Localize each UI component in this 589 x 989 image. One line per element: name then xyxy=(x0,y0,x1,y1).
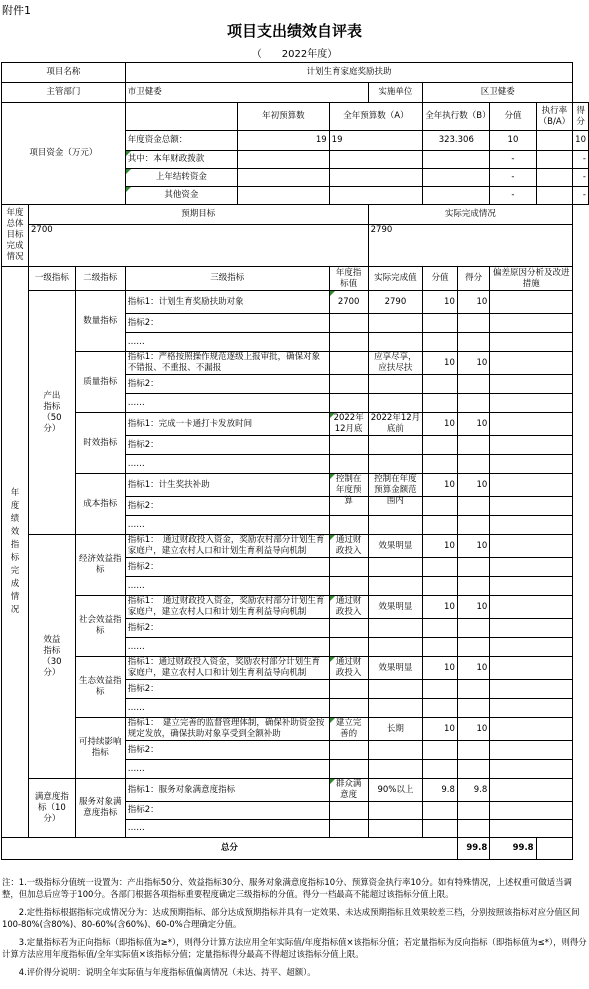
indicator-text-text: 指标2： xyxy=(127,378,159,389)
indicator-actual xyxy=(368,455,423,474)
indicator-text xyxy=(125,291,329,314)
header-score-val: 分值 xyxy=(423,267,458,291)
indicator-score-val xyxy=(423,699,458,718)
indicator-target xyxy=(329,516,368,535)
indicator-text-text: …… xyxy=(127,580,145,591)
indicator-score-val xyxy=(423,333,458,352)
indicator-text xyxy=(125,820,329,838)
project-name: 计划生育家庭奖励扶助 xyxy=(125,63,572,83)
indicator-actual xyxy=(368,718,423,741)
indicator-target xyxy=(329,291,368,314)
indicator-score: 10 xyxy=(457,352,489,375)
indicator-score-val: 10 xyxy=(423,596,458,619)
indicator-text xyxy=(125,577,329,596)
total-label: 总分 xyxy=(2,838,458,860)
indicator-reason xyxy=(490,680,573,699)
funds-row-score: - xyxy=(573,151,589,169)
funds-row-name: 年度资金总额： xyxy=(125,131,237,151)
indicator-target-text: 通过财政投入 xyxy=(335,596,362,617)
indicator-actual-text: 效果明显 xyxy=(378,601,413,612)
indicator-target xyxy=(329,820,368,838)
indicator-score-val xyxy=(423,394,458,413)
indicator-score xyxy=(457,741,489,760)
indicator-target xyxy=(329,558,368,577)
funds-row-score-val: - xyxy=(490,169,536,187)
funds-row-exec xyxy=(423,151,490,169)
indicator-text-text: 指标1：严格按照操作规范逐级上报审批，确保对象不错报、不重报、不漏报 xyxy=(127,352,321,373)
indicator-score-val: 10 xyxy=(423,474,458,497)
indicator-reason xyxy=(490,394,573,413)
funds-row-exec: 323.306 xyxy=(423,131,490,151)
indicator-actual xyxy=(368,516,423,535)
attachment-label: 附件1 xyxy=(2,4,31,17)
indicator-text xyxy=(125,779,329,802)
indicator-score-val xyxy=(423,680,458,699)
funds-row-full xyxy=(329,151,423,169)
indicator-text xyxy=(125,657,329,680)
indicator-score xyxy=(457,820,489,838)
self-evaluation-table xyxy=(1,62,589,860)
indicator-target xyxy=(329,455,368,474)
header-level1: 一级指标 xyxy=(29,267,76,291)
performance-label xyxy=(2,267,29,838)
indicator-target xyxy=(329,394,368,413)
indicator-reason xyxy=(490,577,573,596)
funds-row-init: 19 xyxy=(238,131,330,151)
indicator-text xyxy=(125,516,329,535)
output-group-name: 数量指标 xyxy=(75,291,125,352)
indicator-target xyxy=(329,413,368,436)
indicator-score xyxy=(457,558,489,577)
output-group-name: 质量指标 xyxy=(75,352,125,413)
indicator-score-val xyxy=(423,558,458,577)
indicator-score xyxy=(457,497,489,516)
indicator-reason xyxy=(490,558,573,577)
indicator-score-val xyxy=(423,638,458,657)
indicator-actual-text: 2022年12月底前 xyxy=(370,413,421,434)
indicator-reason xyxy=(490,535,573,558)
indicator-score xyxy=(457,436,489,455)
indicator-score-val xyxy=(423,741,458,760)
indicator-target xyxy=(329,352,368,375)
indicator-actual xyxy=(368,699,423,718)
indicator-score xyxy=(457,455,489,474)
indicator-score-val xyxy=(423,577,458,596)
indicator-target xyxy=(329,657,368,680)
indicator-text-text: 指标1：通过财政投入资金，奖励农村部分计划生育家庭户，建立农村人口和计划生育利益导向机制 xyxy=(127,657,321,678)
indicator-text-text: 指标2： xyxy=(127,683,159,694)
indicator-score xyxy=(457,760,489,779)
satisfaction-level1-text: 满意度指标（10分） xyxy=(34,791,69,824)
indicator-score xyxy=(457,394,489,413)
total-score-val: 99.8 xyxy=(457,838,489,860)
funds-row-rate xyxy=(536,131,573,151)
funds-row-name: 其他资金 xyxy=(125,187,237,205)
indicator-text-text: …… xyxy=(127,641,145,652)
output-group-name: 成本指标 xyxy=(75,474,125,535)
indicator-score xyxy=(457,375,489,394)
indicator-actual xyxy=(368,596,423,619)
indicator-target-text: 2700 xyxy=(337,296,360,307)
indicator-text-text: …… xyxy=(127,397,145,408)
indicator-actual xyxy=(368,375,423,394)
indicator-actual xyxy=(368,558,423,577)
indicator-actual-text: 控制在年度预算金额范围内 xyxy=(374,474,417,506)
effect-level1-text: 效益指标（30分） xyxy=(42,634,62,678)
impl-value: 区卫健委 xyxy=(423,83,573,103)
effect-group-name: 社会效益指标 xyxy=(75,596,125,657)
indicator-text-text: 指标1：计划生育奖励扶助对象 xyxy=(127,296,244,307)
indicator-reason xyxy=(490,314,573,333)
output-level1-text: 产出指标（50分） xyxy=(42,390,62,434)
indicator-target xyxy=(329,638,368,657)
indicator-text xyxy=(125,375,329,394)
indicator-score: 9.8 xyxy=(457,779,489,802)
funds-row-name: 上年结转资金 xyxy=(125,169,237,187)
indicator-reason xyxy=(490,333,573,352)
goals-label-text: 年度总体目标完成情况 xyxy=(6,208,24,262)
indicator-actual xyxy=(368,820,423,838)
indicator-reason xyxy=(490,516,573,535)
indicator-target xyxy=(329,760,368,779)
indicator-score-val: 10 xyxy=(423,657,458,680)
indicator-text-text: …… xyxy=(127,763,145,774)
indicator-reason xyxy=(490,802,573,820)
indicator-actual xyxy=(368,638,423,657)
indicator-target-text: 群众满意度 xyxy=(335,779,362,800)
indicator-score: 10 xyxy=(457,596,489,619)
indicator-target xyxy=(329,596,368,619)
indicator-target-text: 通过财政投入 xyxy=(335,657,362,678)
indicator-reason xyxy=(490,413,573,436)
header-target: 年度指标值 xyxy=(329,267,368,291)
indicator-actual xyxy=(368,741,423,760)
indicator-actual xyxy=(368,802,423,820)
indicator-text-text: 指标2： xyxy=(127,805,159,815)
indicator-actual xyxy=(368,352,423,375)
funds-header-rate: 执行率（B/A） xyxy=(536,103,573,131)
indicator-reason xyxy=(490,436,573,455)
actual-goal: 2790 xyxy=(368,225,573,267)
indicator-text-text: 指标2： xyxy=(127,500,159,511)
funds-label: 项目资金（万元） xyxy=(2,103,126,205)
indicator-reason xyxy=(490,820,573,838)
indicator-reason xyxy=(490,638,573,657)
indicator-actual-text: 应享尽享，应扶尽扶 xyxy=(374,352,417,373)
effect-level1-label xyxy=(29,535,76,779)
indicator-text xyxy=(125,436,329,455)
indicator-text-text: 指标2： xyxy=(127,317,159,328)
expected-goal-header: 预期目标 xyxy=(29,205,369,225)
indicator-target xyxy=(329,577,368,596)
indicator-text xyxy=(125,760,329,779)
indicator-reason xyxy=(490,474,573,497)
indicator-score-val: 10 xyxy=(423,352,458,375)
indicator-score-val xyxy=(423,516,458,535)
output-level1-label xyxy=(29,291,76,535)
indicator-reason xyxy=(490,619,573,638)
total-score: 99.8 xyxy=(490,838,536,860)
indicator-reason xyxy=(490,779,573,802)
funds-header-score: 得分 xyxy=(573,103,589,131)
indicator-score-val: 9.8 xyxy=(423,779,458,802)
indicator-text-text: 指标2： xyxy=(127,744,159,755)
project-name-label: 项目名称 xyxy=(2,63,126,83)
indicator-text xyxy=(125,558,329,577)
funds-header-full: 全年预算数（A） xyxy=(329,103,423,131)
indicator-target xyxy=(329,314,368,333)
funds-row-name: 其中：本年财政拨款 xyxy=(125,151,237,169)
satisfaction-group-name: 服务对象满意度指标 xyxy=(75,779,125,838)
indicator-target xyxy=(329,802,368,820)
effect-group-name: 可持续影响指标 xyxy=(75,718,125,779)
indicator-score xyxy=(457,680,489,699)
indicator-text-text: 指标1：完成一卡通打卡发放时间 xyxy=(127,418,253,429)
funds-row-score: - xyxy=(573,187,589,205)
indicator-actual xyxy=(368,291,423,314)
indicator-actual xyxy=(368,657,423,680)
funds-row-rate xyxy=(536,187,573,205)
year-line: （ 2022年度） xyxy=(251,49,338,60)
indicator-score: 10 xyxy=(457,657,489,680)
indicator-text xyxy=(125,535,329,558)
indicator-target xyxy=(329,779,368,802)
header-reason: 偏差原因分析及改进措施 xyxy=(490,267,573,291)
funds-row-init xyxy=(238,169,330,187)
indicator-actual-text: 效果明显 xyxy=(378,662,413,673)
indicator-text-text: 指标1：服务对象满意度指标 xyxy=(127,784,236,795)
indicator-actual-text: 2790 xyxy=(384,296,407,307)
indicator-actual xyxy=(368,760,423,779)
indicator-target-text: 2022年12月底 xyxy=(333,413,364,434)
funds-row-full xyxy=(329,187,423,205)
impl-label: 实施单位 xyxy=(368,83,423,103)
indicator-target xyxy=(329,699,368,718)
indicator-score xyxy=(457,333,489,352)
funds-row-full: 19 xyxy=(329,131,423,151)
indicator-score xyxy=(457,314,489,333)
indicator-reason xyxy=(490,455,573,474)
indicator-actual xyxy=(368,474,423,506)
indicator-text xyxy=(125,619,329,638)
indicator-text-text: 指标1： 建立完善的监督管理体制，确保补助资金按规定发放，确保扶助对象享受到全额补助 xyxy=(127,718,325,739)
indicator-score-val xyxy=(423,802,458,820)
funds-row-score-val: 10 xyxy=(490,131,536,151)
indicator-text-text: 指标2： xyxy=(127,622,159,633)
indicator-actual xyxy=(368,314,423,333)
indicator-text-text: …… xyxy=(127,336,145,347)
indicator-score-val xyxy=(423,497,458,516)
indicator-text xyxy=(125,314,329,333)
indicator-target xyxy=(329,680,368,699)
indicator-score xyxy=(457,619,489,638)
indicator-text-text: …… xyxy=(127,823,145,833)
indicator-reason xyxy=(490,291,573,314)
indicator-text xyxy=(125,333,329,352)
header-level2: 二级指标 xyxy=(75,267,125,291)
indicator-text-text: 指标2： xyxy=(127,561,159,572)
note-2: 2.定性指标根据指标完成情况分为：达成预期指标、部分达成预期指标并具有一定效果、未达成预期指标且效果较差三档，分别按照该指标对应分值区间100-80%(含80%)、80-60%(含60%)、60-0%合理确定分值。 xyxy=(2,907,580,929)
expected-goal: 2700 xyxy=(29,225,369,267)
indicator-reason xyxy=(490,596,573,619)
indicator-text-text: 指标1： 通过财政投入资金，奖励农村部分计划生育家庭户，建立农村人口和计划生育利益导向机制 xyxy=(127,535,325,556)
indicator-target xyxy=(329,619,368,638)
indicator-text xyxy=(125,802,329,820)
funds-row-rate xyxy=(536,151,573,169)
funds-row-full xyxy=(329,169,423,187)
funds-header-init: 年初预算数 xyxy=(238,103,330,131)
note-1: 注：1.一级指标分值统一设置为：产出指标50分、效益指标30分、服务对象满意度指标10分、预算资金执行率10分。如有特殊情况，上述权重可做适当调整，但加总后应等于100分。各部门根据各项指标重要程度确定三级指标的分值。得分一档最高不能超过该指标分值上限。 xyxy=(2,877,572,899)
indicator-target xyxy=(329,718,368,741)
indicator-text-text: …… xyxy=(127,702,145,713)
note-4: 4.评价得分说明：说明全年实际值与年度指标值偏离情况（未达、持平、超额）。 xyxy=(2,967,316,977)
indicator-target xyxy=(329,436,368,455)
funds-header-blank xyxy=(125,103,237,131)
indicator-target-text: 建立完善的 xyxy=(335,718,362,739)
indicator-score-val xyxy=(423,375,458,394)
indicator-text xyxy=(125,497,329,516)
indicator-actual xyxy=(368,577,423,596)
indicator-target xyxy=(329,535,368,558)
indicator-text xyxy=(125,699,329,718)
indicator-score-val xyxy=(423,455,458,474)
indicator-target xyxy=(329,741,368,760)
effect-group-name: 经济效益指标 xyxy=(75,535,125,596)
funds-row-score-val: - xyxy=(490,151,536,169)
effect-group-name: 生态效益指标 xyxy=(75,657,125,718)
actual-goal-header: 实际完成情况 xyxy=(368,205,573,225)
indicator-actual-text: 效果明显 xyxy=(378,540,413,551)
indicator-text xyxy=(125,474,329,497)
indicator-score: 10 xyxy=(457,535,489,558)
indicator-actual xyxy=(368,779,423,802)
indicator-text xyxy=(125,413,329,436)
funds-row-rate xyxy=(536,169,573,187)
indicator-text xyxy=(125,394,329,413)
output-group-name: 时效指标 xyxy=(75,413,125,474)
indicator-score-val xyxy=(423,436,458,455)
indicator-target xyxy=(329,375,368,394)
indicator-score-val: 10 xyxy=(423,413,458,436)
indicator-reason xyxy=(490,375,573,394)
indicator-reason xyxy=(490,699,573,718)
page-title: 项目支出绩效自评表 xyxy=(226,22,362,40)
funds-row-init xyxy=(238,151,330,169)
dept-value: 市卫健委 xyxy=(125,83,368,103)
indicator-text xyxy=(125,718,329,741)
indicator-actual xyxy=(368,619,423,638)
performance-label-text: 年度绩效指标完成情况 xyxy=(10,488,20,615)
dept-label: 主管部门 xyxy=(2,83,126,103)
indicator-score: 10 xyxy=(457,291,489,314)
indicator-score xyxy=(457,699,489,718)
funds-row-score: - xyxy=(573,169,589,187)
indicator-score-val xyxy=(423,760,458,779)
indicator-reason xyxy=(490,497,573,516)
indicator-score: 10 xyxy=(457,718,489,741)
indicator-score-val xyxy=(423,619,458,638)
funds-row-init xyxy=(238,187,330,205)
indicator-reason xyxy=(490,657,573,680)
indicator-score-val: 10 xyxy=(423,718,458,741)
indicator-target xyxy=(329,474,368,506)
indicator-score-val: 10 xyxy=(423,535,458,558)
indicator-reason xyxy=(490,741,573,760)
header-actual: 实际完成值 xyxy=(368,267,423,291)
indicator-actual-text: 长期 xyxy=(386,723,404,734)
indicator-text xyxy=(125,352,329,375)
funds-header-exec: 全年执行数（B） xyxy=(423,103,490,131)
funds-row-exec xyxy=(423,169,490,187)
indicator-actual-text: 90%以上 xyxy=(377,784,414,795)
indicator-score xyxy=(457,802,489,820)
indicator-text-text: …… xyxy=(127,519,145,530)
indicator-score xyxy=(457,516,489,535)
notes-section xyxy=(2,876,587,984)
header-score: 得分 xyxy=(457,267,489,291)
indicator-text-text: 指标2： xyxy=(127,439,159,450)
indicator-score-val xyxy=(423,820,458,838)
indicator-score xyxy=(457,638,489,657)
indicator-score: 10 xyxy=(457,474,489,497)
indicator-text-text: 指标1：计生奖扶补助 xyxy=(127,479,210,490)
indicator-score xyxy=(457,577,489,596)
indicator-target xyxy=(329,333,368,352)
indicator-actual xyxy=(368,394,423,413)
funds-row-score-val: - xyxy=(490,187,536,205)
indicator-actual xyxy=(368,413,423,436)
indicator-reason xyxy=(490,718,573,741)
indicator-actual xyxy=(368,680,423,699)
indicator-reason xyxy=(490,352,573,375)
indicator-text xyxy=(125,680,329,699)
funds-row-exec xyxy=(423,187,490,205)
indicator-text xyxy=(125,741,329,760)
indicator-text-text: 指标1： 通过财政投入资金，奖励农村部分计划生育家庭户，建立农村人口和计划生育利益导向机制 xyxy=(127,596,325,617)
total-blank xyxy=(536,838,573,860)
indicator-text xyxy=(125,455,329,474)
indicator-actual xyxy=(368,333,423,352)
header-level3: 三级指标 xyxy=(125,267,329,291)
funds-header-score-val: 分值 xyxy=(490,103,536,131)
indicator-score: 10 xyxy=(457,413,489,436)
indicator-actual xyxy=(368,535,423,558)
indicator-reason xyxy=(490,760,573,779)
indicator-text-text: …… xyxy=(127,458,145,469)
indicator-score-val xyxy=(423,314,458,333)
note-3: 3.定量指标若为正向指标（即指标值为≥*），则得分计算方法应用全年实际值/年度指标值×该指标分值；若定量指标为反向指标（即指标值为≤*），则得分计算方法应用年度指标值/全年实际值×该指标分值；定量指标得分最高不得超过该指标分值上限。 xyxy=(2,937,587,959)
goals-label xyxy=(2,205,29,267)
funds-row-score: 10 xyxy=(573,131,589,151)
indicator-text xyxy=(125,638,329,657)
indicator-target-text: 控制在年度预算 xyxy=(335,474,362,506)
indicator-target-text: 通过财政投入 xyxy=(335,535,362,556)
indicator-score-val: 10 xyxy=(423,291,458,314)
satisfaction-level1-label xyxy=(29,779,76,838)
indicator-actual xyxy=(368,436,423,455)
indicator-text xyxy=(125,596,329,619)
